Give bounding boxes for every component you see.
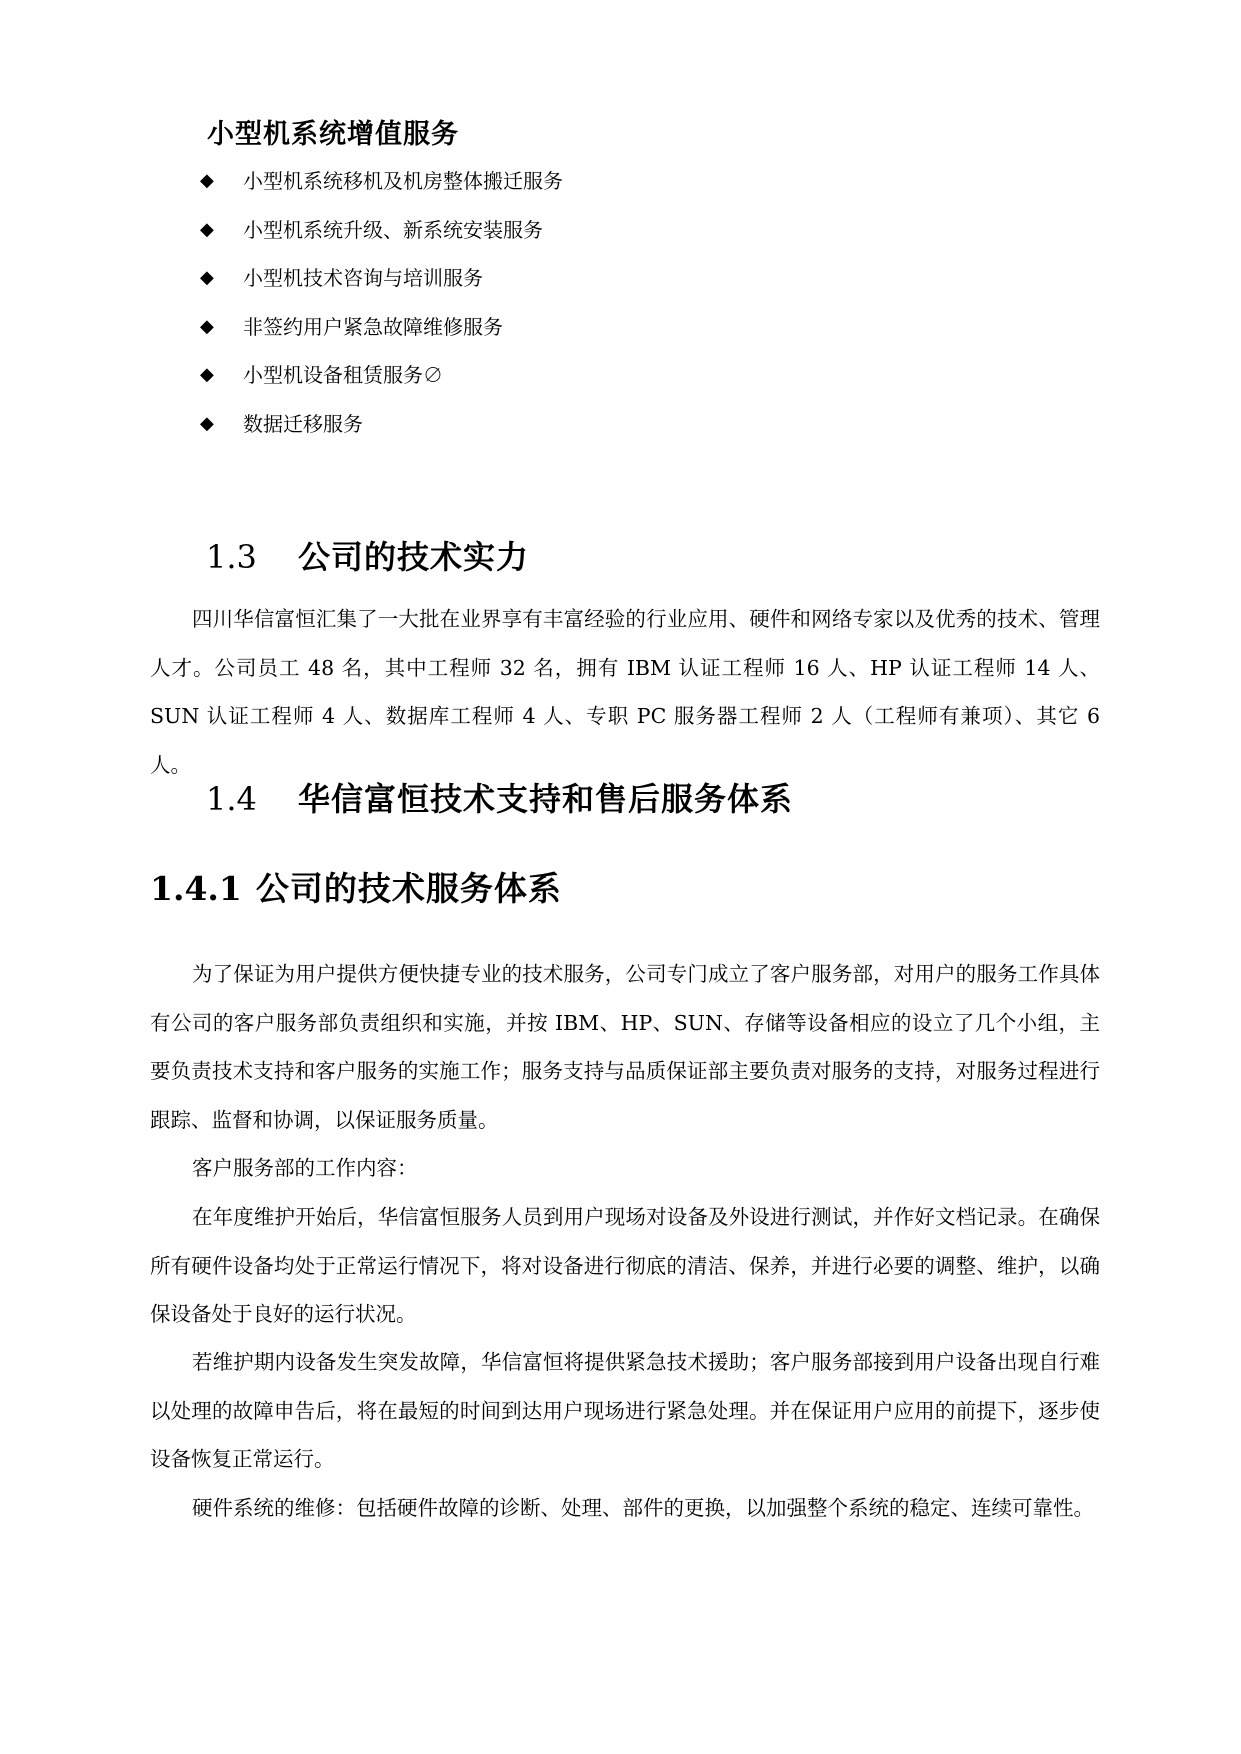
list-item-text: 小型机系统移机及机房整体搬迁服务 xyxy=(243,169,563,193)
list-item xyxy=(200,216,563,265)
list-item-text: 非签约用户紧急故障维修服务 xyxy=(243,314,503,339)
diamond-bullet-icon: ◆ xyxy=(200,218,214,240)
list-item xyxy=(200,313,563,362)
heading-title: 公司的技术服务体系 xyxy=(255,869,562,908)
heading-1-3 xyxy=(206,537,529,577)
technical-strength-paragraph: 四川华信富恒汇集了一大批在业界享有丰富经验的行业应用、硬件和网络专家以及优秀的技术、管理人才。公司员工 48 名，其中工程师 32 名，拥有 IBM 认证工程师 16 人、HP 认证工程师 14 人、SUN 认证工程师 4 人、数据库工程师 4 人、专职 PC 服务器工程师 2 人（工程师有兼项）、其它 6 人。 xyxy=(150,607,1101,777)
heading-number: 1.4.1 xyxy=(150,869,242,908)
work-content-paragraph: 客户服务部的工作内容： xyxy=(192,1156,418,1180)
list-item-text: 小型机系统升级、新系统安装服务 xyxy=(243,217,543,242)
list-item xyxy=(200,410,563,459)
annual-maintenance-paragraph: 在年度维护开始后，华信富恒服务人员到用户现场对设备及外设进行测试，并作好文档记录。在确保所有硬件设备均处于正常运行情况下，将对设备进行彻底的清洁、保养，并进行必要的调整、维护，以确保设备处于良好的运行状况。 xyxy=(150,1205,1100,1326)
list-item-text: 小型机设备租赁服务∅ xyxy=(243,363,443,387)
emergency-support-paragraph: 若维护期内设备发生突发故障，华信富恒将提供紧急技术援助；客户服务部接到用户设备出现自行难以处理的故障申告后，将在最短的时间到达用户现场进行紧急处理。并在保证用户应用的前提下，逐步使设备恢复正常运行。 xyxy=(150,1350,1100,1471)
diamond-bullet-icon: ◆ xyxy=(200,267,214,288)
service-system-paragraph: 为了保证为用户提供方便快捷专业的技术服务，公司专门成立了客户服务部，对用户的服务工作具体有公司的客户服务部负责组织和实施，并按 IBM、HP、SUN、存储等设备相应的设立了几个小组，主要负责技术支持和客户服务的实施工作；服务支持与品质保证部主要负责对服务的支持，对服务过程进行跟踪、监督和协调，以保证服务质量。 xyxy=(150,962,1100,1132)
diamond-bullet-icon: ◆ xyxy=(200,315,214,337)
list-item-text: 小型机技术咨询与培训服务 xyxy=(243,266,483,290)
heading-1-4-1 xyxy=(150,868,562,910)
diamond-bullet-icon: ◆ xyxy=(200,364,214,385)
section-title-value-added-services: 小型机系统增值服务 xyxy=(207,119,459,150)
heading-1-4 xyxy=(206,779,793,819)
diamond-bullet-icon: ◆ xyxy=(200,412,214,434)
heading-number: 1.3 xyxy=(206,538,257,576)
diamond-bullet-icon: ◆ xyxy=(200,170,214,191)
list-item xyxy=(200,361,563,410)
heading-number: 1.4 xyxy=(206,780,257,818)
list-item-text: 数据迁移服务 xyxy=(243,411,363,436)
hardware-repair-paragraph: 硬件系统的维修：包括硬件故障的诊断、处理、部件的更换，以加强整个系统的稳定、连续可靠性。 xyxy=(192,1496,1094,1520)
heading-title: 华信富恒技术支持和售后服务体系 xyxy=(298,780,794,818)
services-bullet-list xyxy=(200,167,563,458)
heading-title: 公司的技术实力 xyxy=(298,538,530,576)
list-item xyxy=(200,167,563,216)
list-item xyxy=(200,264,563,313)
